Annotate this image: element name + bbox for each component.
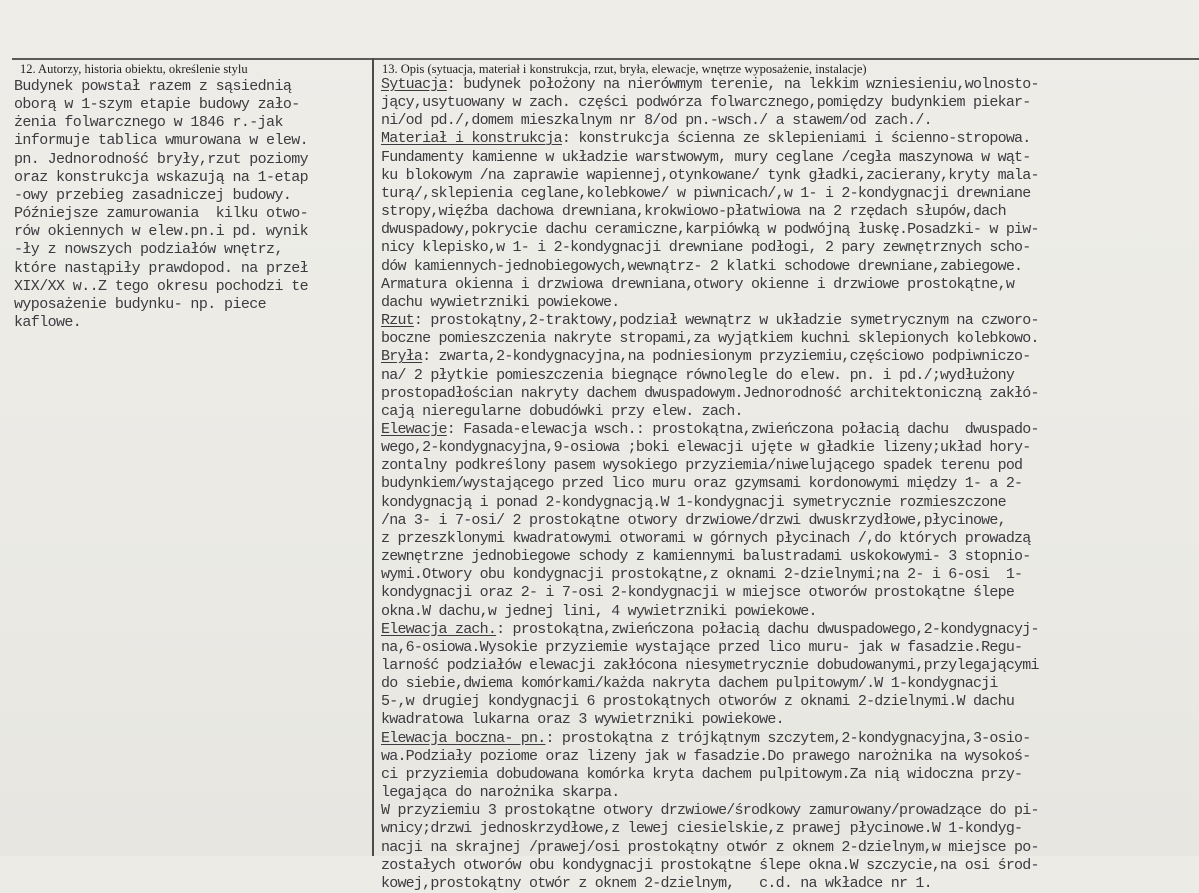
section-label: Elewacja zach. bbox=[381, 620, 497, 638]
line-text: ni/od pd./,domem mieszkalnym nr 8/od pn.-wsch./ a stawem/od zach./. bbox=[381, 112, 932, 130]
history-line: oborą w 1-szym etapie budowy zało- bbox=[14, 96, 300, 114]
line-text: : budynek położony na nierówmym terenie, na lekkim wzniesieniu,wolnosto- bbox=[446, 76, 1039, 93]
line-text: zostałych otworów obu kondygnacji prostokątne ślepe okna.W szczycie,na osi środ- bbox=[381, 856, 1039, 874]
line-text: turą/,sklepienia ceglane,kolebkowe/ w piwnicach/,w 1- i 2-kondygnacji drewniane bbox=[381, 184, 1031, 202]
line-text: prostopadłościan nakryty dachem dwuspadowym.Jednorodność architektoniczną zakłó- bbox=[381, 384, 1039, 402]
line-text: kondygnacją i ponad 2-kondygnacją.W 1-kondygnacji symetrycznie rozmieszczone bbox=[381, 493, 1006, 511]
history-line: kaflowe. bbox=[14, 314, 82, 332]
line-text: jący,usytuowany w zach. części podwórza folwarcznego,pomiędzy budynkiem piekar- bbox=[381, 94, 1031, 112]
section-label: Elewacje bbox=[381, 420, 447, 438]
description-line bbox=[381, 167, 1039, 185]
section-12-header: 12. Autorzy, historia obiektu, określenie stylu bbox=[20, 62, 248, 76]
description-line bbox=[381, 730, 1039, 748]
history-line: -owy przebieg zasadniczej budowy. bbox=[14, 186, 292, 204]
section-label: Sytuacja bbox=[381, 76, 447, 93]
description-line bbox=[381, 367, 1039, 385]
description-line bbox=[381, 258, 1039, 276]
description-line bbox=[381, 820, 1039, 838]
description-line bbox=[381, 312, 1039, 330]
description-line bbox=[381, 766, 1039, 784]
line-text: kondygnacji oraz 2- i 7-osi 2-kondygnacji w miejsce otworów prostokątne ślepe bbox=[381, 584, 1015, 602]
description-line bbox=[381, 548, 1039, 566]
description-line bbox=[381, 94, 1039, 112]
line-text: ku blokowym /na zaprawie wapiennej,otynkowane/ tynk gładki,zacierany,kryty mala- bbox=[381, 166, 1039, 184]
history-text bbox=[14, 78, 308, 332]
line-text: wymi.Otwory obu kondygnacji prostokątne,z oknami 2-dzielnymi;na 2- i 6-osi 1- bbox=[381, 566, 1023, 584]
line-text: Fundamenty kamienne w układzie warstwowym, mury ceglane /cegła maszynowa w wąt- bbox=[381, 148, 1031, 166]
description-line bbox=[381, 76, 1039, 94]
description-line bbox=[381, 348, 1039, 366]
line-text: dachu wywietrzniki powiekowe. bbox=[381, 293, 620, 311]
line-text: : zwarta,2-kondygnacyjna,na podniesionym przyziemiu,częściowo podpiwniczo- bbox=[422, 348, 1031, 366]
line-text: W przyziemiu 3 prostokątne otwory drzwiowe/środkowy zamurowany/prowadzące do pi- bbox=[381, 802, 1039, 820]
line-text: : Fasada-elewacja wsch.: prostokątna,zwieńczona połacią dachu dwuspado- bbox=[446, 420, 1039, 438]
line-text: /na 3- i 7-osi/ 2 prostokątne otwory drzwiowe/drzwi dwuskrzydłowe,płycinowe, bbox=[381, 511, 1006, 529]
description-line bbox=[381, 149, 1039, 167]
line-text: na/ 2 płytkie pomieszczenia biegnące równolegle do elew. pn. i pd./;wydłużony bbox=[381, 366, 1015, 384]
line-text: boczne pomieszczenia nakryte stropami,za wyjątkiem kuchni sklepionych kolebkowo. bbox=[381, 330, 1039, 348]
line-text: 5-,w drugiej kondygnacji 6 prostokątnych otworów z oknami 2-dzielnymi.W dachu bbox=[381, 693, 1015, 711]
line-text: Armatura okienna i drzwiowa drewniana,otwory okienne i drzwiowe prostokątne,w bbox=[381, 275, 1015, 293]
description-line bbox=[381, 439, 1039, 457]
line-text: budynkiem/wystającego przed lico muru oraz gzymsami kordonowymi między 1- a 2- bbox=[381, 475, 1023, 493]
description-line bbox=[381, 221, 1039, 239]
description-line bbox=[381, 130, 1039, 148]
description-line bbox=[381, 875, 1039, 893]
line-text: ci przyziemia dobudowana komórka kryta dachem pulpitowym.Za nią widoczna przy- bbox=[381, 765, 1023, 783]
description-line bbox=[381, 639, 1039, 657]
description-line bbox=[381, 330, 1039, 348]
history-line: pn. Jednorodność bryły,rzut poziomy bbox=[14, 150, 309, 168]
history-line: które nastąpiły prawdopod. na przeł bbox=[14, 259, 309, 277]
description-line bbox=[381, 294, 1039, 312]
line-text: : prostokątna,zwieńczona połacią dachu dwuspadowego,2-kondygnacyj- bbox=[496, 620, 1039, 638]
line-text: wnicy;drzwi jednoskrzydłowe,z lewej ciesielskie,z prawej płycinowe.W 1-kondyg- bbox=[381, 820, 1023, 838]
description-line bbox=[381, 512, 1039, 530]
column-divider bbox=[372, 58, 374, 856]
line-text: : konstrukcja ścienna ze sklepieniami i ścienno-stropowa. bbox=[561, 130, 1031, 148]
description-line bbox=[381, 566, 1039, 584]
section-label: Elewacja boczna- pn. bbox=[381, 729, 546, 747]
line-text: nicy klepisko,w 1- i 2-kondygnacji drewniane podłogi, 2 pary zewnętrznych scho- bbox=[381, 239, 1031, 257]
description-line bbox=[381, 657, 1039, 675]
line-text: legająca do narożnika skarpa. bbox=[381, 784, 620, 802]
line-text: : prostokątna z trójkątnym szczytem,2-kondygnacyjna,3-osio- bbox=[545, 729, 1031, 747]
section-label: Rzut bbox=[381, 312, 414, 330]
line-text: stropy,więźba dachowa drewniana,krokwiowo-płatwiowa na 2 rzędach słupów,dach bbox=[381, 203, 1006, 221]
line-text: dwuspadowy,pokrycie dachu ceramiczne,karpiówką w podwójną łuskę.Posadzki- w piw- bbox=[381, 221, 1039, 239]
description-line bbox=[381, 239, 1039, 257]
description-line bbox=[381, 711, 1039, 729]
line-text: okna.W dachu,w jednej lini, 4 wywietrzniki powiekowe. bbox=[381, 602, 817, 620]
line-text: cają nieregularne dobudówki przy elew. zach. bbox=[381, 402, 743, 420]
history-line: informuje tablica wmurowana w elew. bbox=[14, 132, 309, 150]
line-text: larność podziałów elewacji zakłócona niesymetrycznie dobudowanymi,przylegającymi bbox=[381, 657, 1039, 674]
description-line bbox=[381, 748, 1039, 766]
line-text: nacji na skrajnej /prawej/osi prostokątny otwór z oknem 2-dzielnym,w miejsce po- bbox=[381, 838, 1039, 856]
description-line bbox=[381, 457, 1039, 475]
history-line: żenia folwarcznego w 1846 r.-jak bbox=[14, 114, 283, 132]
description-line bbox=[381, 403, 1039, 421]
line-text: zontalny podkreślony pasem wysokiego przyziemia/niwelującego spadek terenu pod bbox=[381, 457, 1023, 475]
line-text: dów kamiennych-jednobiegowych,wewnątrz- 2 klatki schodowe drewniane,zabiegowe. bbox=[381, 257, 1023, 275]
history-line: XIX/XX w..Z tego okresu pochodzi te bbox=[14, 277, 309, 295]
description-line bbox=[381, 494, 1039, 512]
description-line bbox=[381, 584, 1039, 602]
description-line bbox=[381, 421, 1039, 439]
history-line: Budynek powstał razem z sąsiednią bbox=[14, 78, 292, 95]
description-text bbox=[381, 76, 1039, 893]
line-text: wa.Podziały poziome oraz lizeny jak w fasadzie.Do prawego narożnika na wysokoś- bbox=[381, 747, 1031, 765]
description-line bbox=[381, 112, 1039, 130]
description-line bbox=[381, 857, 1039, 875]
section-label: Bryła bbox=[381, 348, 423, 366]
description-line bbox=[381, 675, 1039, 693]
description-line bbox=[381, 839, 1039, 857]
description-line bbox=[381, 530, 1039, 548]
history-line: Późniejsze zamurowania kilku otwo- bbox=[14, 205, 309, 223]
line-text: zewnętrzne jednobiegowe schody z kamiennymi balustradami uskokowymi- 3 stopnio- bbox=[381, 548, 1031, 566]
description-line bbox=[381, 603, 1039, 621]
history-line: rów okiennych w elew.pn.i pd. wynik bbox=[14, 223, 309, 241]
line-text: do siebie,dwiema komórkami/każda nakryta dachem pulpitowym/.W 1-kondygnacji bbox=[381, 675, 998, 693]
line-text: na,6-osiowa.Wysokie przyziemie wystające przed lico muru- jak w fasadzie.Regu- bbox=[381, 638, 1023, 656]
description-line bbox=[381, 185, 1039, 203]
line-text: wego,2-kondygnacyjna,9-osiowa ;boki elewacji ujęte w gładkie lizeny;układ hory- bbox=[381, 439, 1031, 457]
line-text: kowej,prostokątny otwór z oknem 2-dzielnym, c.d. na wkładce nr 1. bbox=[381, 874, 932, 892]
description-line bbox=[381, 693, 1039, 711]
description-line bbox=[381, 203, 1039, 221]
section-label: Materiał i konstrukcja bbox=[381, 130, 562, 148]
history-line: oraz konstrukcja wskazują na 1-etap bbox=[14, 168, 309, 186]
description-line bbox=[381, 276, 1039, 294]
history-line: wyposażenie budynku- np. piece bbox=[14, 295, 267, 313]
description-line bbox=[381, 385, 1039, 403]
section-13-header: 13. Opis (sytuacja, materiał i konstrukcja, rzut, bryła, elewacje, wnętrze wyposażenie, instalacje) bbox=[382, 62, 867, 76]
line-text: : prostokątny,2-traktowy,podział wewnątrz w układzie symetrycznym na czworo- bbox=[413, 312, 1039, 330]
description-line bbox=[381, 475, 1039, 493]
history-line: -ły z nowszych podziałów wnętrz, bbox=[14, 241, 283, 259]
header-rule bbox=[12, 58, 1199, 60]
description-line bbox=[381, 784, 1039, 802]
description-line bbox=[381, 802, 1039, 820]
description-line bbox=[381, 621, 1039, 639]
line-text: z przeszklonymi kwadratowymi otworami w górnych płycinach /,do których prowadzą bbox=[381, 529, 1031, 547]
line-text: kwadratowa lukarna oraz 3 wywietrzniki powiekowe. bbox=[381, 711, 784, 729]
